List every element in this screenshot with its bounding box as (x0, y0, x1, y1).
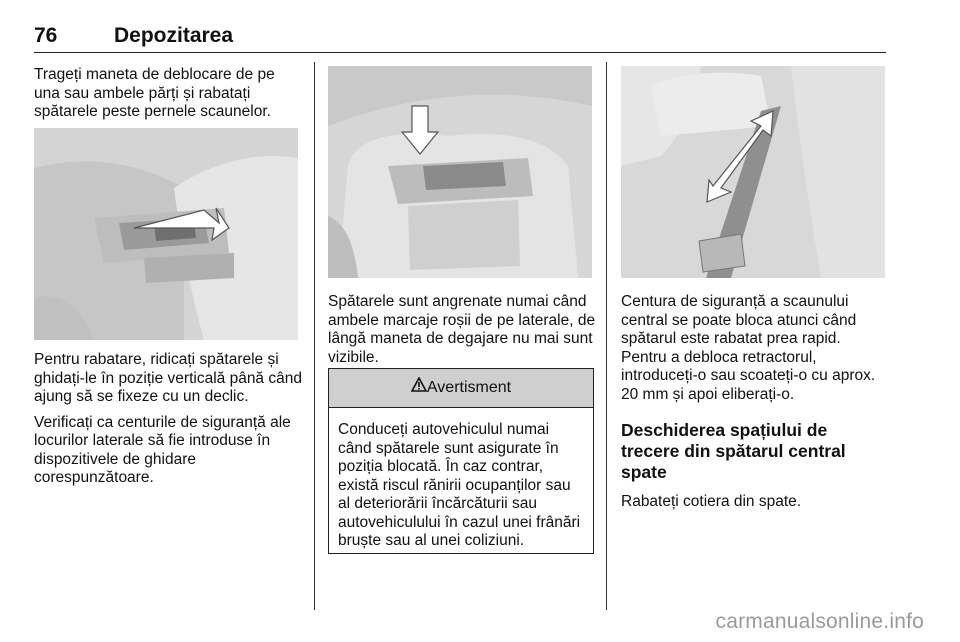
engagement-paragraph: Spătarele sunt angrenate numai când ambele marcaje roșii de pe laterale, de lângă maneta de degajare nu mai sunt vizibile. (328, 293, 596, 366)
center-seat-belt-illustration (621, 66, 885, 278)
column-1-text (34, 351, 302, 488)
seat-release-lever-illustration (34, 128, 298, 340)
column-2-text (328, 293, 596, 367)
belt-lock-paragraph: Centura de siguranță a scaunului central se poate bloca atunci când spătarul este rabatat prea rapid. Pentru a debloca retractorul, introduceți-o sau scoateți-o cu aprox. 20 mm și apoi eliberați-o. (621, 293, 876, 403)
intro-paragraph: Trageți maneta de deblocare de pe una sau ambele părți și rabatați spătarele peste pernele scaunelor. (34, 66, 275, 120)
warning-triangle-icon (411, 369, 427, 407)
section-title: Depozitarea (114, 24, 234, 47)
column-1 (34, 66, 302, 122)
warning-title: Avertisment (426, 379, 512, 396)
column-divider (606, 62, 607, 610)
warning-header (329, 369, 593, 408)
watermark: carmanualsonline.info (715, 610, 924, 633)
through-load-heading: Deschiderea spațiului de trecere din spătarul central spate (621, 420, 846, 482)
belt-check-paragraph: Verificați ca centurile de siguranță ale locurilor laterale să fie introduse în dispozitivele de ghidare corespunzătoare. (34, 413, 291, 486)
page-header (34, 22, 886, 53)
armrest-paragraph: Rabateți cotiera din spate. (621, 493, 802, 510)
fold-up-paragraph: Pentru rabatare, ridicați spătarele și ghidați-le în poziție verticală până când ajung să se fixeze cu un declic. (34, 351, 302, 405)
warning-text: Conduceți autovehiculul numai când spătarele sunt asigurate în poziția blocată. În caz contrar, există riscul rănirii ocupanților sau al deteriorării încărcăturii sau autovehiculului în cazul unei frânări bruște sau al unei coliziuni. (338, 421, 581, 549)
column-3-text (621, 293, 889, 512)
release-lever-arrow-illustration (328, 66, 592, 278)
warning-box (328, 368, 594, 554)
column-divider (314, 62, 315, 610)
page-number: 76 (34, 24, 58, 47)
